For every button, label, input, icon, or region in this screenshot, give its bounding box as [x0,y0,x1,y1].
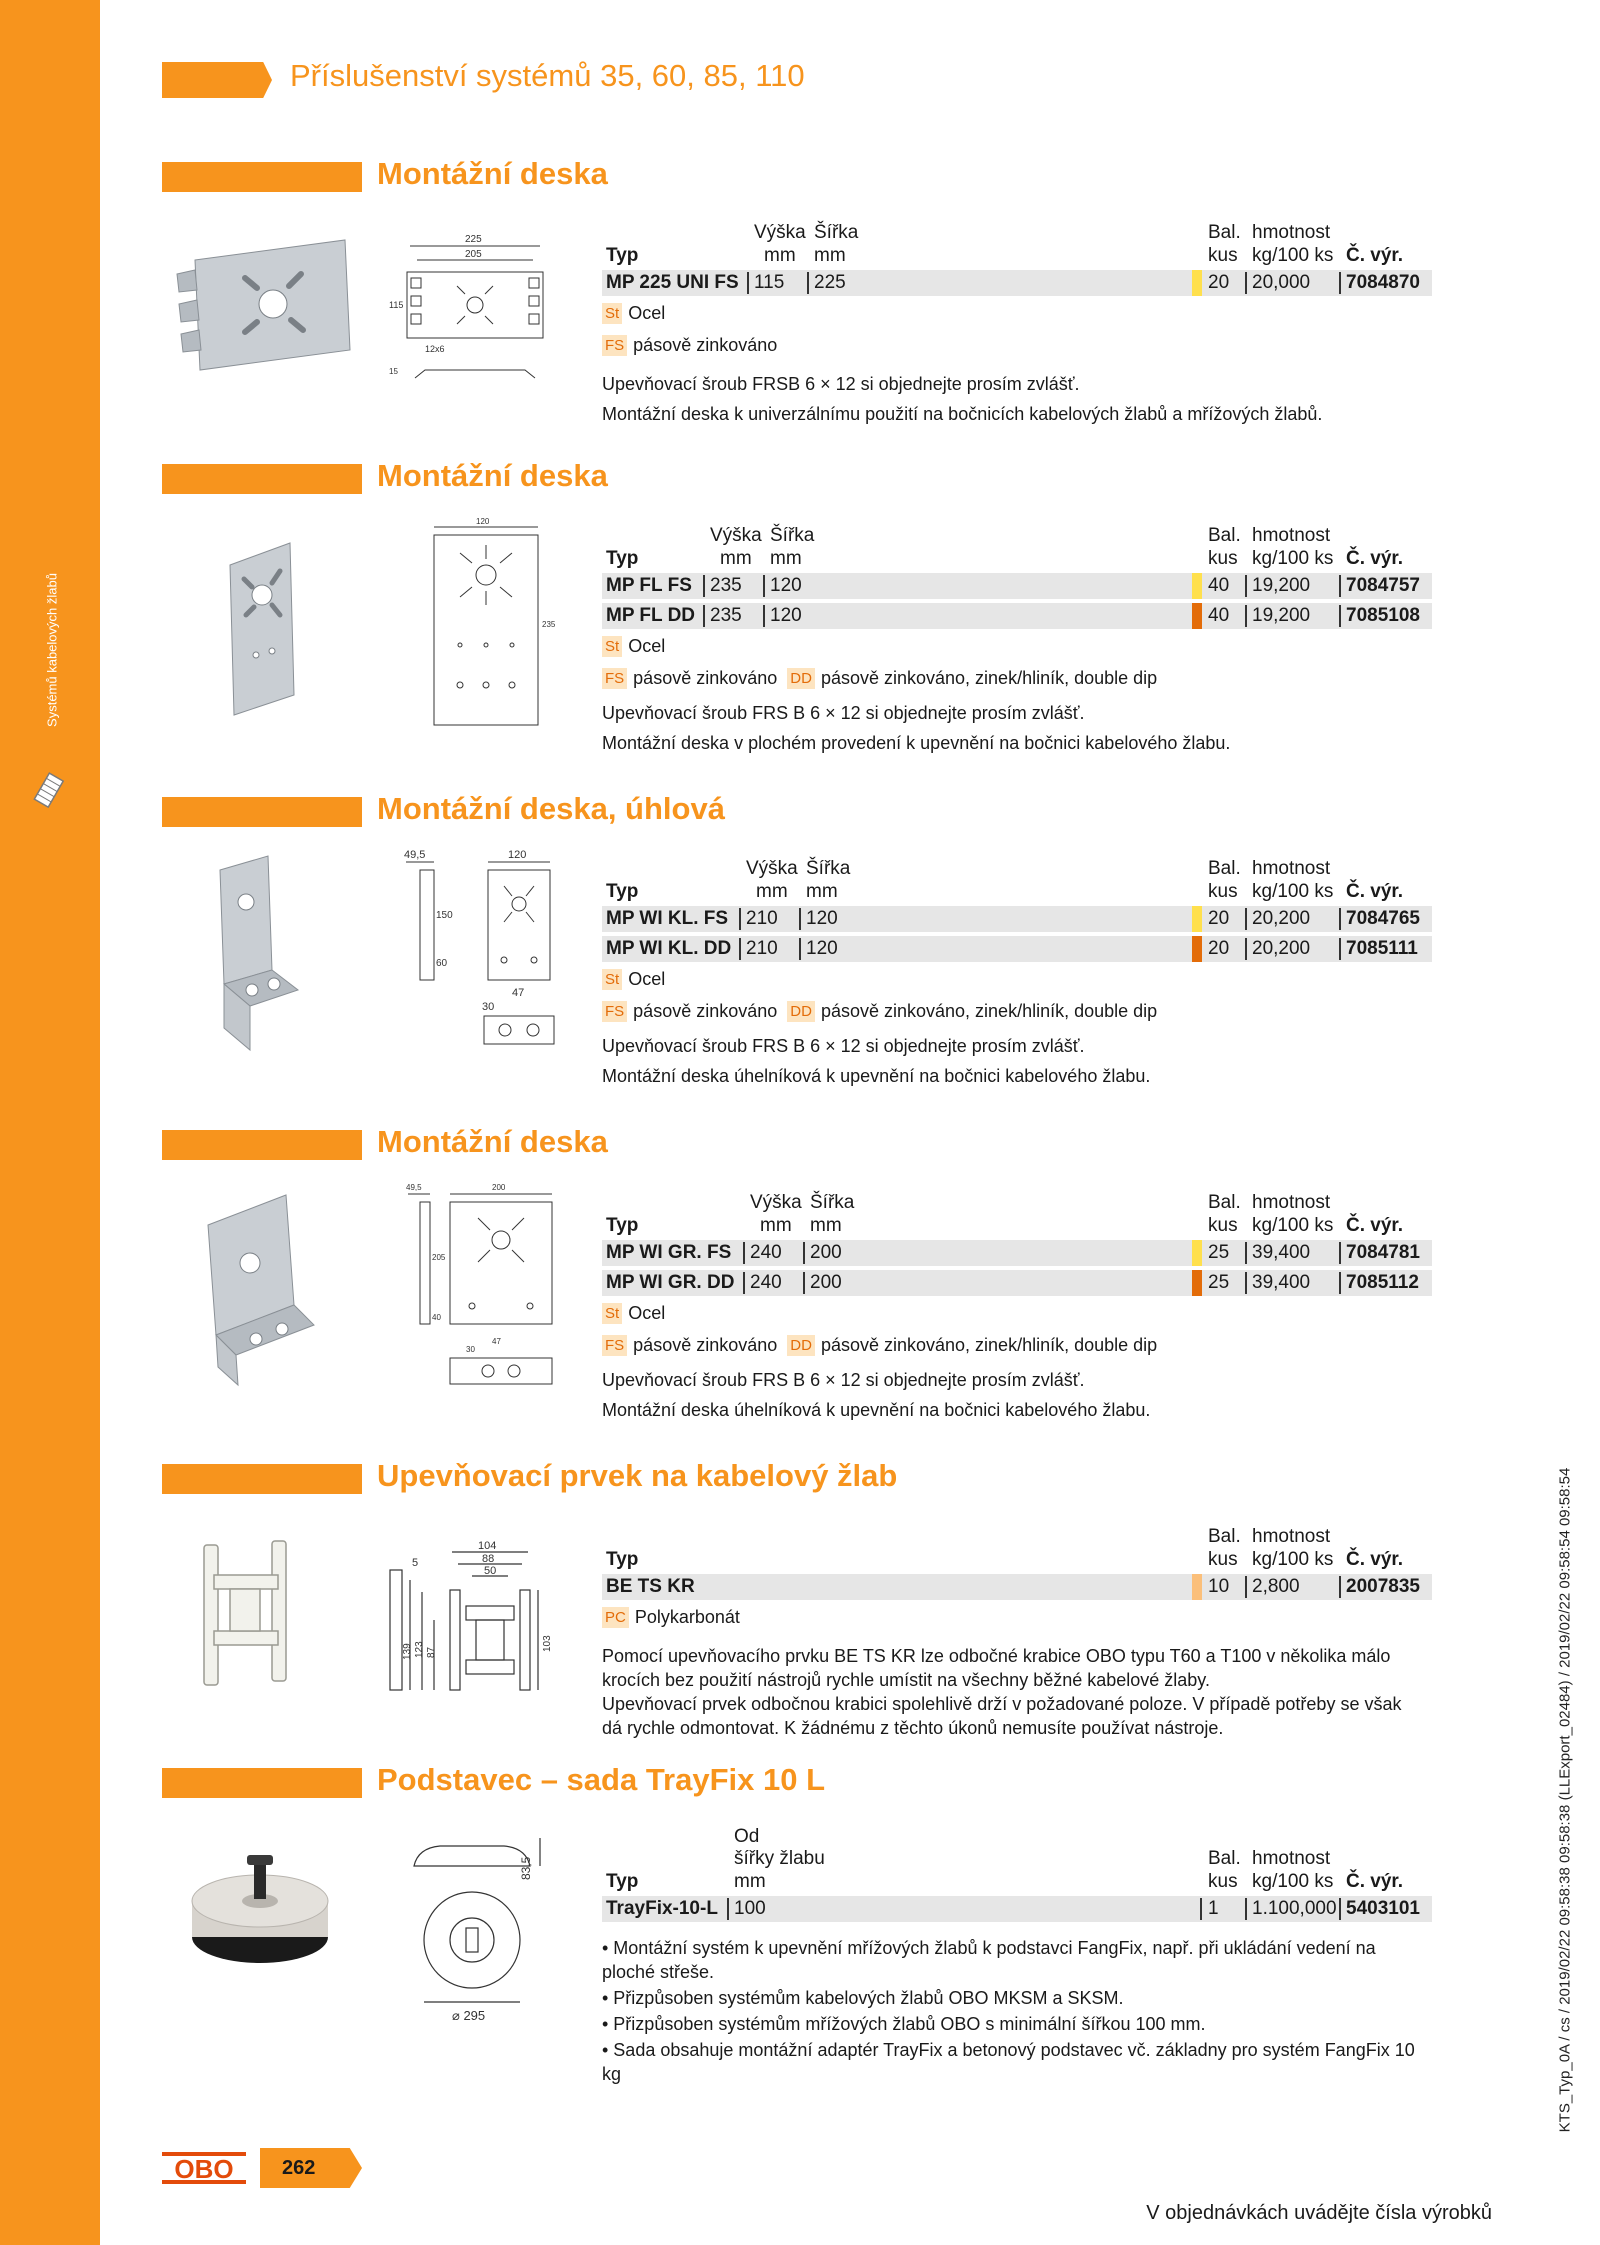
cell-cislo: 7084781 [1346,1242,1420,1263]
table-row [602,1240,1432,1266]
mounting-plate-drawing [385,228,555,388]
cell-vyska: 210 [746,938,778,959]
note-text: Upevňovací šroub FRS B 6 × 12 si objednejte prosím zvlášť. [602,1036,1085,1056]
table-row [602,573,1432,599]
dim-text: 205 [465,249,482,260]
cell-cislo: 5403101 [1346,1898,1420,1919]
material-code: FS [602,1335,627,1356]
col-header: kg/100 ks [1252,245,1334,266]
cell-sirka: 120 [770,575,802,596]
col-header: mm [764,245,796,266]
cell-sirka: 200 [810,1272,842,1293]
material-label: Ocel [628,1302,666,1323]
material-label: Ocel [628,635,666,656]
obo-logo [162,2150,246,2186]
cell-typ: MP FL DD [606,605,696,626]
flat-plate-drawing [420,515,555,735]
large-angle-plate-photo [190,1185,320,1390]
material-code: DD [787,1335,815,1356]
cell-vyska: 240 [750,1272,782,1293]
dim-text: 120 [476,517,490,526]
col-header: Č. výr. [1346,881,1404,902]
cell-typ: MP WI KL. FS [606,908,729,929]
sidebar-label: Systémů kabelových žlabů [44,573,60,727]
product-table [602,858,1432,1088]
col-header: kus [1208,548,1238,569]
cell-hmotnost: 2,800 [1252,1576,1300,1597]
sidebar-label-wrap [42,550,62,750]
note-text: • Montážní systém k upevnění mřížových žlabů k podstavci FangFix, např. při ukládání vedení na ploché střeše. [602,1938,1376,1982]
product-table [602,1192,1432,1422]
section-title: Upevňovací prvek na kabelový žlab [377,1458,898,1493]
pc-marker [1192,1574,1202,1600]
section-bar [162,1130,362,1160]
dim-text: 225 [465,234,482,245]
col-header: Typ [606,1549,639,1570]
dim-text: 60 [436,958,448,969]
material-code: FS [602,668,627,689]
product-table [602,525,1432,755]
fs-marker [1192,1240,1202,1266]
fs-marker [1192,270,1202,296]
cell-bal: 25 [1208,1272,1230,1293]
cell-typ: MP FL FS [606,575,692,596]
cell-typ: TrayFix-10-L [606,1898,718,1919]
note-text: • Přizpůsoben systémům kabelových žlabů OBO MKSM a SKSM. [602,1988,1124,2008]
col-header: Bal. [1208,525,1241,546]
section-title: Podstavec – sada TrayFix 10 L [377,1762,826,1797]
section-title: Montážní deska [377,1124,608,1159]
col-header: Bal. [1208,1192,1241,1213]
dim-text: 83,5 [519,1856,533,1880]
cable-tray-icon [30,762,70,822]
cell-vyska: 115 [754,272,785,293]
fs-marker [1192,906,1202,932]
col-header: mm [814,245,846,266]
dim-text: 120 [508,849,527,861]
material-label: Ocel [628,302,666,323]
material-label: pásově zinkováno [633,1334,778,1355]
col-header: Č. výr. [1346,245,1404,266]
page-title: Příslušenství systémů 35, 60, 85, 110 [290,58,805,93]
cell-cislo: 7084757 [1346,575,1420,596]
dim-text: 123 [414,1641,425,1658]
dim-text: 5 [412,1557,419,1569]
col-header: Typ [606,245,639,266]
table-row [602,1896,1432,1922]
material-code: DD [787,668,815,689]
dim-text: 30 [466,1345,475,1354]
col-header: Č. výr. [1346,1871,1404,1892]
dim-text: 235 [542,620,555,629]
table-row [602,603,1432,629]
col-header: Č. výr. [1346,1215,1404,1236]
cell-typ: MP 225 UNI FS [606,272,739,293]
angle-plate-photo [200,850,305,1055]
note-text: • Přizpůsoben systémům mřížových žlabů OBO s minimální šířkou 100 mm. [602,2014,1206,2034]
cell-bal: 10 [1208,1576,1230,1597]
header-tab [162,62,272,98]
product-table [602,222,1432,426]
col-header: Typ [606,881,639,902]
product-table [602,1526,1432,1740]
material-label: Ocel [628,968,666,989]
note-text: Upevňovací šroub FRS B 6 × 12 si objednejte prosím zvlášť. [602,1370,1085,1390]
col-header: Typ [606,548,639,569]
dim-text: ⌀ 295 [452,2008,486,2020]
material-label: pásově zinkováno, zinek/hliník, double dip [820,667,1158,688]
material-label: pásově zinkováno [633,1000,778,1021]
note-text: Montážní deska úhelníková k upevnění na bočnici kabelového žlabu. [602,1066,1151,1086]
col-header: Bal. [1208,1526,1241,1547]
note-text: Upevňovací šroub FRS B 6 × 12 si objednejte prosím zvlášť. [602,703,1085,723]
col-header: hmotnost [1252,222,1331,243]
cell-typ: MP WI GR. FS [606,1242,732,1263]
sidebar [0,0,100,2245]
page-number: 262 [282,2157,316,2179]
cell-hmotnost: 20,000 [1252,272,1311,293]
section-bar [162,1768,362,1798]
section-bar [162,797,362,827]
cell-hmotnost: 20,200 [1252,938,1311,959]
note-text: Montážní deska úhelníková k upevnění na bočnici kabelového žlabu. [602,1400,1151,1420]
concrete-base-drawing [400,1830,550,2020]
dd-marker [1192,1270,1202,1296]
dim-text: 12x6 [425,344,445,354]
cell-cislo: 7084765 [1346,908,1420,929]
col-header: kus [1208,1549,1238,1570]
footer-note: V objednávkách uvádějte čísla výrobků [1146,2202,1492,2224]
col-header: Č. výr. [1346,1549,1404,1570]
cell-bal: 20 [1208,938,1230,959]
col-header: mm [806,881,838,902]
col-header: Od [734,1826,760,1847]
col-header: Typ [606,1215,639,1236]
cell-sirka: 120 [806,908,838,929]
cell-cislo: 7084870 [1346,272,1420,293]
cell-hmotnost: 19,200 [1252,605,1311,626]
col-header: Šířka [806,858,851,879]
section-bar [162,464,362,494]
cell-bal: 1 [1208,1898,1219,1919]
cell-typ: BE TS KR [606,1576,695,1597]
dd-marker [1192,603,1202,629]
logo-text: OBO [174,2154,234,2184]
cell-hmotnost: 20,200 [1252,908,1311,929]
dim-text: 49,5 [404,849,426,861]
note-text: • Sada obsahuje montážní adaptér TrayFix a betonový podstavec vč. základny pro systém FangFix 10 kg [602,2040,1415,2084]
col-header: kg/100 ks [1252,1871,1334,1892]
col-header: Výška [710,525,762,546]
col-header: Výška [746,858,798,879]
vertical-meta: KTS_Typ_0A / cs / 2019/02/22 09:58:38 09:58:38 (LLExport_02484) / 2019/02/22 09:58:54 09:58:54 [1556,1467,1574,2133]
material-code: St [602,636,622,657]
angle-plate-drawing [400,848,560,1058]
dim-text: 104 [478,1540,497,1552]
material-code: St [602,1303,622,1324]
section-bar [162,162,362,192]
dim-text: 103 [542,1635,553,1652]
cell-typ: MP WI KL. DD [606,938,732,959]
dim-text: 15 [389,367,398,376]
dim-text: 47 [512,987,525,999]
table-row [602,906,1432,932]
fixing-element-drawing [380,1540,580,1710]
col-header: mm [770,548,802,569]
cell-bal: 20 [1208,272,1230,293]
dim-text: 88 [482,1553,495,1565]
material-label: pásově zinkováno, zinek/hliník, double dip [820,1334,1158,1355]
cell-cislo: 7085112 [1346,1272,1419,1293]
table-row [602,1574,1432,1600]
col-header: kus [1208,245,1238,266]
col-header: kus [1208,1871,1238,1892]
meta-wrap [1555,1430,1575,2170]
dim-text: 115 [389,300,404,310]
cell-vyska: 240 [750,1242,782,1263]
col-header: mm [756,881,788,902]
cell-bal: 40 [1208,605,1230,626]
col-header: kg/100 ks [1252,881,1334,902]
product-table [602,1826,1432,2086]
cell-od: 100 [734,1898,766,1919]
cell-hmotnost: 39,400 [1252,1242,1311,1263]
col-header: hmotnost [1252,525,1331,546]
fixing-element-photo [190,1535,305,1700]
col-header: Bal. [1208,1848,1241,1869]
col-header: hmotnost [1252,1526,1331,1547]
cell-hmotnost: 19,200 [1252,575,1311,596]
table-row [602,936,1432,962]
large-angle-plate-drawing [400,1180,560,1390]
section-bar [162,1464,362,1494]
material-code: PC [602,1607,629,1628]
cell-vyska: 210 [746,908,778,929]
col-header: Výška [750,1192,802,1213]
col-header: Šířka [814,222,859,243]
material-code: St [602,303,622,324]
dim-text: 200 [492,1183,506,1192]
note-text: Upevňovací prvek odbočnou krabici spolehlivě drží v požadované poloze. V případě potřeby se však dá rychle odmontovat. K žádnému z těchto úkonů nemusíte používat nástroje. [602,1694,1402,1738]
col-header: Výška [754,222,806,243]
table-row [602,1270,1432,1296]
col-header: kg/100 ks [1252,548,1334,569]
material-label: Polykarbonát [634,1606,740,1627]
note-text: Upevňovací šroub FRSB 6 × 12 si objednejte prosím zvlášť. [602,374,1080,394]
section-title: Montážní deska [377,156,608,191]
material-label: pásově zinkováno [633,334,778,355]
col-header: Typ [606,1871,639,1892]
note-text: Montážní deska k univerzálnímu použití na bočnicích kabelových žlabů a mřížových žlabů. [602,404,1323,424]
dim-text: 139 [402,1643,413,1660]
note-text: Pomocí upevňovacího prvku BE TS KR lze odbočné krabice OBO typu T60 a T100 v několika málo krocích bez použití nástrojů rychle umístit na všechny běžné kabelové žlaby. [602,1646,1391,1690]
cell-vyska: 235 [710,605,742,626]
col-header: kus [1208,881,1238,902]
dim-text: 205 [432,1253,446,1262]
cell-sirka: 225 [814,272,846,293]
col-header: Bal. [1208,858,1241,879]
cell-typ: MP WI GR. DD [606,1272,735,1293]
cell-bal: 20 [1208,908,1230,929]
dim-text: 49,5 [406,1183,422,1192]
col-header: hmotnost [1252,858,1331,879]
col-header: Č. výr. [1346,548,1404,569]
mounting-plate-photo [165,230,370,380]
section-title: Montážní deska [377,458,608,493]
col-header: hmotnost [1252,1192,1331,1213]
cell-sirka: 120 [770,605,802,626]
dim-text: 30 [482,1001,495,1013]
col-header: mm [720,548,752,569]
dim-text: 87 [426,1646,437,1658]
material-code: FS [602,335,627,356]
concrete-base-photo [185,1845,335,1975]
dim-text: 47 [492,1337,501,1346]
cell-cislo: 7085111 [1346,938,1418,959]
cell-hmotnost: 1.100,000 [1252,1898,1337,1919]
col-header: Šířka [810,1192,855,1213]
cell-cislo: 7085108 [1346,605,1420,626]
cell-vyska: 235 [710,575,742,596]
flat-plate-photo [210,535,310,720]
col-header: kus [1208,1215,1238,1236]
dim-text: 50 [484,1565,497,1577]
fs-marker [1192,573,1202,599]
material-code: DD [787,1001,815,1022]
col-header: mm [760,1215,792,1236]
col-header: kg/100 ks [1252,1215,1334,1236]
note-text: Montážní deska v plochém provedení k upevnění na bočnici kabelového žlabu. [602,733,1231,753]
col-header: kg/100 ks [1252,1549,1334,1570]
col-header: šířky žlabu [734,1848,825,1869]
material-label: pásově zinkováno, zinek/hliník, double dip [820,1000,1158,1021]
dd-marker [1192,936,1202,962]
cell-bal: 25 [1208,1242,1230,1263]
dim-text: 150 [436,910,453,921]
material-label: pásově zinkováno [633,667,778,688]
section-title: Montážní deska, úhlová [377,791,725,826]
cell-hmotnost: 39,400 [1252,1272,1311,1293]
cell-sirka: 120 [806,938,838,959]
cell-sirka: 200 [810,1242,842,1263]
material-code: FS [602,1001,627,1022]
col-header: Bal. [1208,222,1241,243]
material-code: St [602,969,622,990]
col-header: mm [734,1871,766,1892]
dim-text: 40 [432,1313,441,1322]
table-row [602,270,1432,296]
col-header: Šířka [770,525,815,546]
cell-bal: 40 [1208,575,1230,596]
col-header: mm [810,1215,842,1236]
col-header: hmotnost [1252,1848,1331,1869]
cell-cislo: 2007835 [1346,1576,1420,1597]
